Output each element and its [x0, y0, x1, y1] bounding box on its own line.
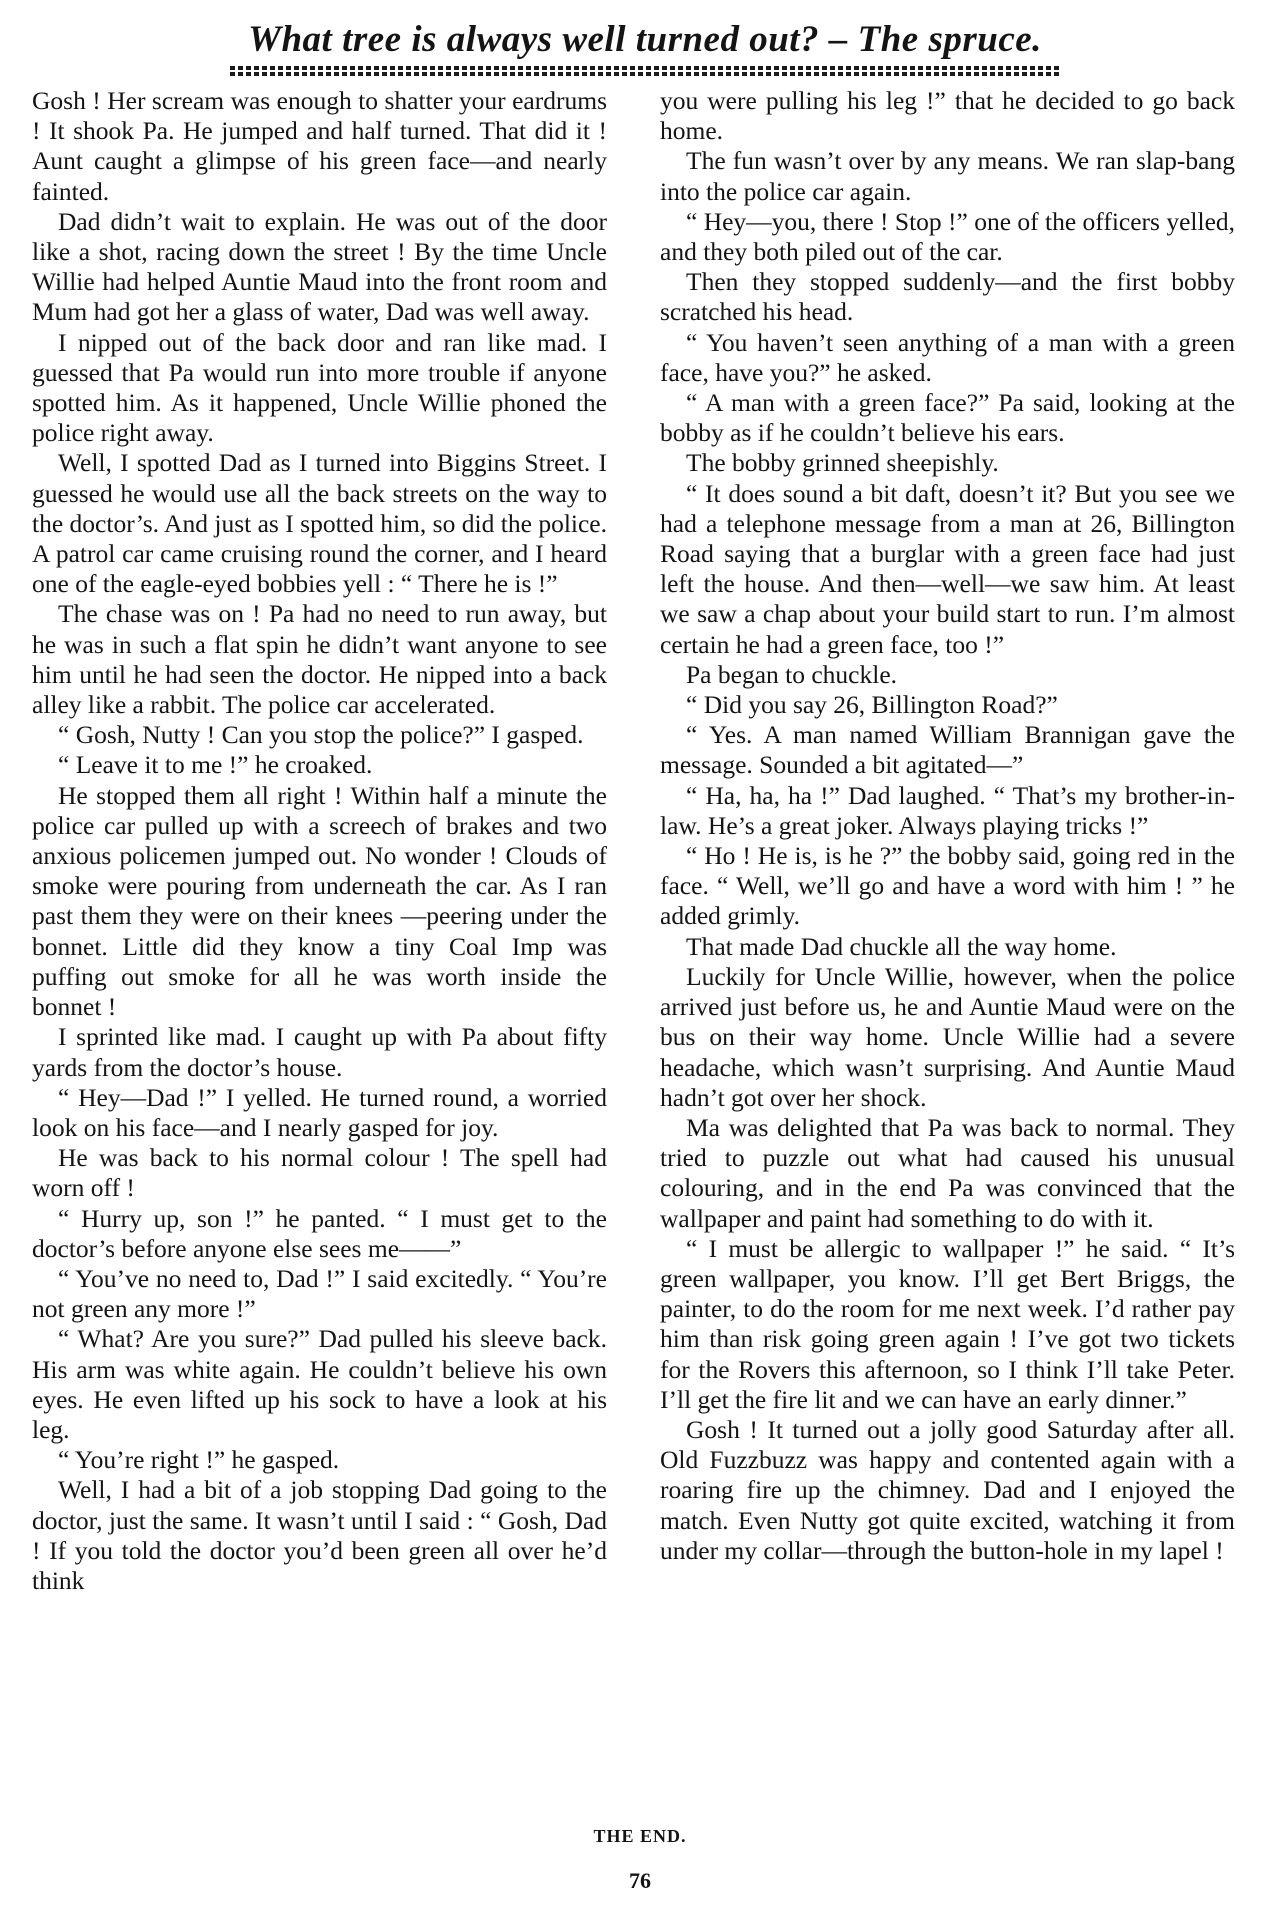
paragraph: “ Ha, ha, ha !” Dad laughed. “ That’s my brother-in-law. He’s a great joker. Always playing tricks !” [660, 780, 1235, 840]
header-rule-lower [230, 72, 1060, 76]
paragraph: “ Hey—Dad !” I yelled. He turned round, a worried look on his face—and I nearly gasped for joy. [32, 1082, 607, 1142]
paragraph: Gosh ! It turned out a jolly good Saturday after all. Old Fuzzbuzz was happy and contented again with a roaring fire up the chimney. Dad and I enjoyed the match. Even Nutty got quite excited, watching it from under my collar—through the button-hole in my lapel ! [660, 1414, 1235, 1565]
paragraph: “ You haven’t seen anything of a man with a green face, have you?” he asked. [660, 327, 1235, 387]
paragraph: “ Ho ! He is, is he ?” the bobby said, going red in the face. “ Well, we’ll go and have a word with him ! ” he added grimly. [660, 841, 1235, 931]
left-column [32, 86, 607, 1596]
paragraph: “ I must be allergic to wallpaper !” he said. “ It’s green wallpaper, you know. I’ll get Bert Briggs, the painter, to do the room for me next week. I’d rather pay him than risk going green again ! I’ve got two tickets for the Rovers this afternoon, so I think I’ll take Peter. I’ll get the fire lit and we can have an early dinner.” [660, 1233, 1235, 1414]
paragraph: “ Hurry up, son !” he panted. “ I must get to the doctor’s before anyone else sees me——” [32, 1203, 607, 1263]
paragraph: “ Gosh, Nutty ! Can you stop the police?” I gasped. [58, 720, 584, 750]
paragraph: “ Yes. A man named William Brannigan gave the message. Sounded a bit agitated—” [660, 720, 1235, 780]
paragraph: Well, I had a bit of a job stopping Dad going to the doctor, just the same. It wasn’t until I said : “ Gosh, Dad ! If you told the doctor you’d been green all over he’d think [32, 1475, 607, 1595]
paragraph: Dad didn’t wait to explain. He was out of the door like a shot, racing down the street ! By the time Uncle Willie had helped Auntie Maud into the front room and Mum had got her a glass of water, Dad was well away. [32, 206, 607, 327]
paragraph: Gosh ! Her scream was enough to shatter your eardrums ! It shook Pa. He jumped and half turned. That did it ! Aunt caught a glimpse of his green face—and nearly fainted. [32, 86, 607, 206]
paragraph: Well, I spotted Dad as I turned into Biggins Street. I guessed he would use all the back streets on the way to the doctor’s. And just as I spotted him, so did the police. A patrol car came cruising round the corner, and I heard one of the eagle-eyed bobbies yell : “ There he is !” [32, 448, 607, 599]
paragraph: “ Hey—you, there ! Stop !” one of the officers yelled, and they both piled out of the car. [660, 206, 1236, 267]
paragraph: “ Did you say 26, Billington Road?” [686, 690, 1058, 720]
paragraph: The bobby grinned sheepishly. [686, 448, 999, 478]
page-header-joke: What tree is always well turned out? – The spruce. [248, 19, 1042, 60]
paragraph: He was back to his normal colour ! The spell had worn off ! [32, 1143, 607, 1203]
paragraph: That made Dad chuckle all the way home. [686, 931, 1117, 961]
paragraph: “ A man with a green face?” Pa said, looking at the bobby as if he couldn’t believe his ears. [660, 388, 1235, 448]
the-end-label: THE END. [593, 1826, 687, 1846]
paragraph: Ma was delighted that Pa was back to normal. They tried to puzzle out what had caused his unusual colouring, and in the end Pa was convinced that the wallpaper and paint had something to do with it. [660, 1112, 1235, 1233]
page-number: 76 [629, 1868, 651, 1893]
paragraph: I nipped out of the back door and ran like mad. I guessed that Pa would run into more trouble if anyone spotted him. As it happened, Uncle Willie phoned the police right away. [32, 327, 607, 448]
paragraph: Then they stopped suddenly—and the first bobby scratched his head. [660, 267, 1235, 327]
paragraph: The chase was on ! Pa had no need to run away, but he was in such a flat spin he didn’t want anyone to see him until he had seen the doctor. He nipped into a back alley like a rabbit. The police car accelerated. [32, 599, 607, 720]
header-rule [230, 66, 1060, 70]
paragraph: Luckily for Uncle Willie, however, when the police arrived just before us, he and Auntie Maud were on the bus on their way home. Uncle Willie had a severe headache, which wasn’t surprising. And Auntie Maud hadn’t got over her shock. [660, 961, 1235, 1112]
right-column [660, 86, 1235, 1566]
paragraph: “ Leave it to me !” he croaked. [58, 750, 373, 780]
paragraph: I sprinted like mad. I caught up with Pa about fifty yards from the doctor’s house. [32, 1022, 607, 1082]
paragraph: Pa began to chuckle. [686, 659, 898, 689]
paragraph: “ You’ve no need to, Dad !” I said excitedly. “ You’re not green any more !” [32, 1263, 607, 1324]
paragraph: “ It does sound a bit daft, doesn’t it? But you see we had a telephone message from a man at 26, Billington Road saying that a burglar with a green face had just left the house. And then—well—we saw him. At least we saw a chap about your build start to run. I’m almost certain he had a green face, too !” [660, 478, 1235, 659]
paragraph: “ What? Are you sure?” Dad pulled his sleeve back. His arm was white again. He couldn’t believe his own eyes. He even lifted up his sock to have a look at his leg. [32, 1324, 607, 1444]
paragraph: you were pulling his leg !” that he decided to go back home. [660, 86, 1235, 146]
paragraph: “ You’re right !” he gasped. [58, 1445, 340, 1475]
paragraph: He stopped them all right ! Within half a minute the police car pulled up with a screech of brakes and two anxious policemen jumped out. No wonder ! Clouds of smoke were pouring from underneath the car. As I ran past them they were on their knees —peering under the bonnet. Little did they know a tiny Coal Imp was puffing out smoke for all he was worth inside the bonnet ! [32, 780, 607, 1022]
paragraph: The fun wasn’t over by any means. We ran slap-bang into the police car again. [660, 146, 1235, 206]
